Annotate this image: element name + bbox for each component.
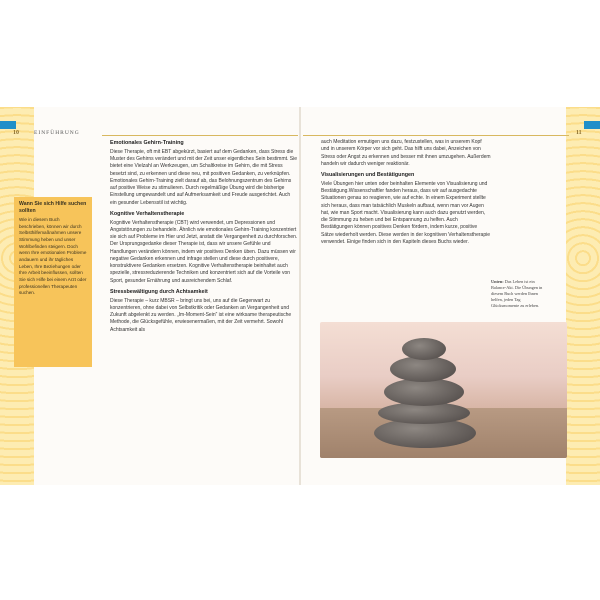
stone-top — [402, 338, 446, 360]
left-main-column — [110, 136, 298, 334]
section-body: Kognitive Verhaltenstherapie (CBT) wird verwendet, um Depressionen und Angststörungen zu behandeln. Ähnlich wie emotionales Gehirn-Training konzentriert sie sich auf Probleme im Hier und Jetzt, anstatt die Vergangenheit zu durchforschen. Der Ursprungsgedanke dieser Therapie ist, dass wir unsere Gefühle und Handlungen verändern können, indem wir positives Denken üben. Dazu müssen wir negative Gedanken erkennen und infrage stellen und diese durch positivere, konstruktivere Gedanken ersetzen. Kognitive Verhaltenstherapie beinhaltet auch spezielle, stressreduzierende Techniken und konzentriert sich auf die Vorteile von Sport, gesunder Ernährung und ausreichendem Schlaf. — [110, 219, 298, 284]
continuation-text: auch Meditation ermutigen uns dazu, festzustellen, was in unserem Kopf und in unserem Körper vor sich geht. Das hilft uns dabei, Anzeichen von Stress oder Angst zu erkennen und besser mit ihnen umzugehen. Außerdem handeln wir dadurch weniger reaktionär. — [321, 139, 491, 167]
right-decorative-edge — [566, 107, 600, 485]
right-header-rule — [303, 135, 569, 136]
left-page-number: 10 — [13, 130, 19, 136]
help-sidebar — [14, 197, 92, 367]
sidebar-text: Wie in diesem Buch beschrieben, können wir durch Selbsthilfemaßnahmen unsere Stimmung heben und unser Wohlbefinden steigern. Doch wenn Ihre emotionalen Probleme andauern und ihr tägliches Leben, Ihre Beziehungen oder Ihre Arbeit beeinflussen, sollten Sie sich Hilfe bei einem Arzt oder professionellen Therapeuten suchen. — [19, 217, 87, 296]
section-heading: Visualisierungen und Bestätigungen — [321, 172, 415, 178]
section-body: Viele Übungen hier unten oder beinhalten Elemente von Visualisierung und Bestätigung.Wissenschaftler fanden heraus, dass wir auf ausgedachte Situationen genau so reagieren, wie auf echte. In einem Experiment stellte sich heraus, dass man tatsächlich Muskeln aufbaut, wenn man vor Augen hat, wie man Sport macht. Visualisierung kann auch dazu genutzt werden, die Stimmung zu heben und bei Entspannung zu helfen. Auch Bestätigungen können positives Denken fördern, indem kurze, positive Sätze wiederholt werden. Diese werden in der kognitiven Verhaltenstherapie verwendet. Einige finden sich in den Kapiteln dieses Buchs wieder. — [321, 180, 490, 245]
caption-label: Unten: — [491, 279, 504, 284]
section-body: Diese Therapie – kurz MBSR – bringt uns bei, uns auf die Gegenwart zu konzentrieren, ohne dabei von Selbstkritik oder Gedanken an Vergangenheit und Zukunft abgelenkt zu werden. „Im-Moment-Sein“ ist eine wirksame therapeutische Methode, die Glücksgefühle, erwiesenermaßen, mit der Zeit vermehrt. Sowohl Achtsamkeit als — [110, 297, 292, 333]
sidebar-title: Wann Sie sich Hilfe suchen sollten — [19, 201, 87, 215]
section-heading: Kognitive Verhaltenstherapie — [110, 210, 185, 217]
section-heading: Stressbewältigung durch Achtsamkeit — [110, 288, 208, 295]
right-main-column — [321, 139, 491, 246]
right-page-tab — [584, 121, 600, 129]
stacked-stones-photo — [320, 322, 567, 458]
section-heading: Emotionales Gehirn-Training — [110, 140, 184, 146]
right-page-number: 11 — [576, 130, 582, 136]
photo-caption — [491, 279, 543, 309]
stone-third — [384, 378, 464, 406]
caption-text: Das Leben ist ein Balance-Akt. Die Übungen in diesem Buch werden Ihnen helfen, jeden Tag Glücksmomente zu erleben. — [491, 279, 543, 309]
running-head: EINFÜHRUNG — [34, 130, 80, 136]
left-page-tab — [0, 121, 16, 129]
section-body: Diese Therapie, oft mit EBT abgekürzt, basiert auf dem Gedanken, dass Stress die Muster des Gehirns verändert und mit der Zeit unser eigentliches Sein bestimmt. Sie bietet eine Vielzahl an Werkzeugen, um Schaltkreise im Gehirn, die mit Stress besetzt sind, zu erkennen und diese neu, mit positiven Gedanken, zu verknüpfen. Emotionales Gehirn-Training zielt darauf ab, das Belohnungszentrum des Gehirns auf positive Weise zu stimulieren. Durch regelmäßige Übung wird die bisherige Einstellung umgewandelt und auf Aufmerksamkeit und Freude ausgerichtet. Auch ein gesunder Lebensstil ist wichtig. — [110, 148, 298, 206]
